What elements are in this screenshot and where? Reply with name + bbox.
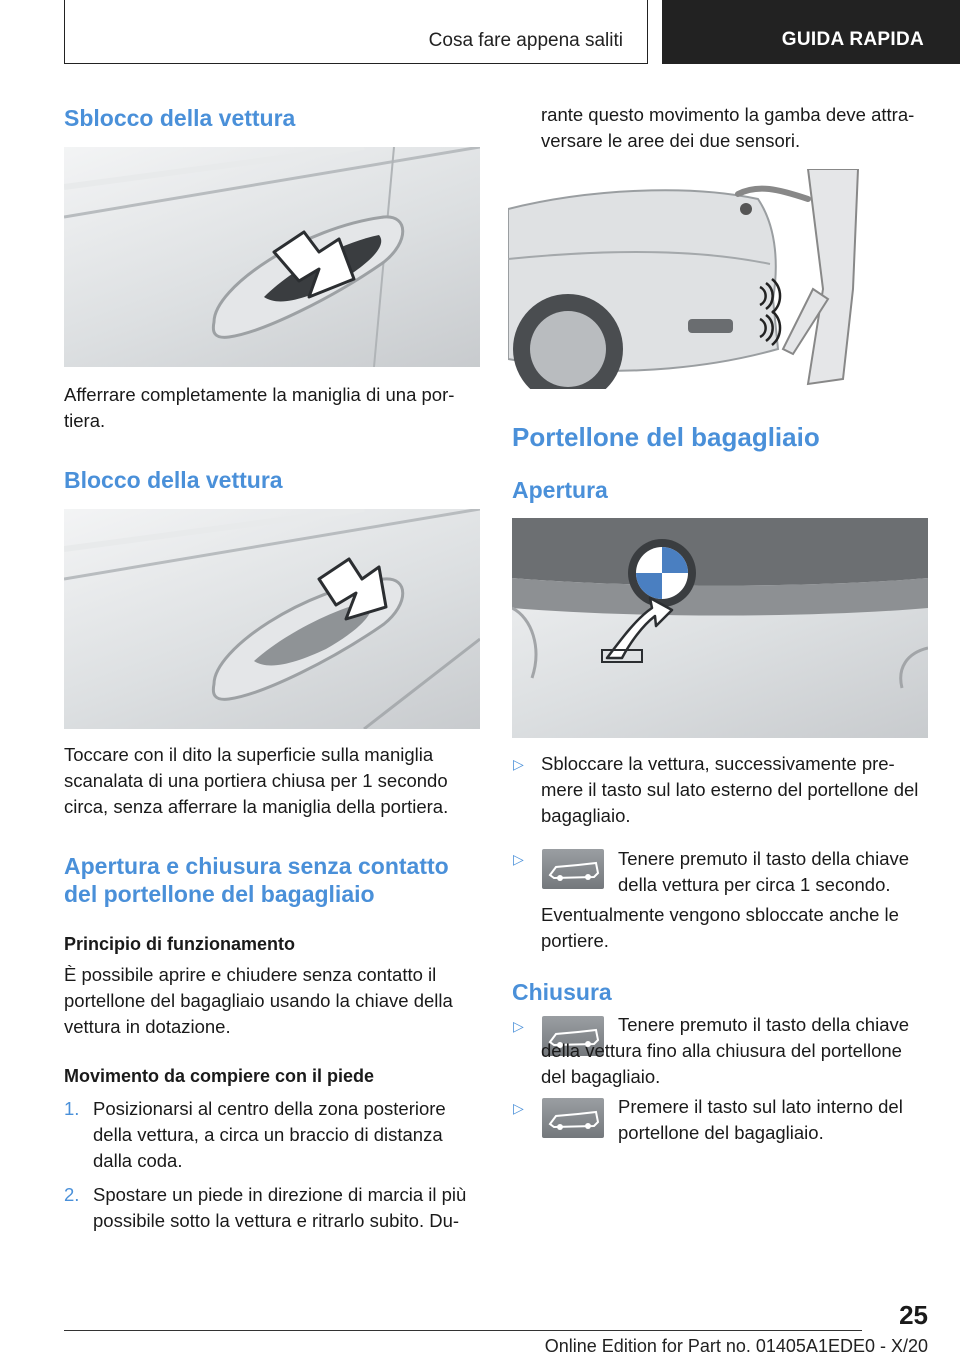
door-handle-lock-image bbox=[64, 509, 480, 729]
header-tab-label: GUIDA RAPIDA bbox=[781, 29, 924, 50]
heading-contatto: Apertura e chiusura senza contatto del portellone del bagagliaio bbox=[64, 853, 449, 907]
page-number: 25 bbox=[899, 1300, 928, 1330]
header-section-title: Cosa fare appena saliti bbox=[428, 30, 623, 51]
bullet-ap2: Tenere premuto il tasto della chiave della vettura per circa 1 secondo. bbox=[618, 848, 910, 895]
header-section-box bbox=[64, 0, 648, 64]
list-item bbox=[64, 1096, 480, 1174]
bullet-ap1: Sbloccare la vettura, successivamente pre-mere il tasto sul lato esterno del portellone del bagagliaio. bbox=[541, 753, 919, 826]
triangle-bullet-icon: ▷ bbox=[513, 1100, 524, 1116]
bullet-ch1: Tenere premuto il tasto della chiave della vettura fino alla chiusura del portellone del bagagliaio. bbox=[541, 1014, 910, 1087]
heading-chiusura: Chiusura bbox=[512, 979, 612, 1005]
step-number: 2. bbox=[64, 1184, 80, 1205]
heading-blocco: Blocco della vettura bbox=[64, 467, 283, 493]
paragraph-blocco: Toccare con il dito la superficie sulla maniglia scanalata di una portiera chiusa per 1 secondo circa, senza afferrare la maniglia della portiera. bbox=[64, 744, 449, 817]
tailgate-button-image bbox=[512, 518, 928, 738]
triangle-bullet-icon: ▷ bbox=[513, 756, 524, 772]
bullet-ch2: Premere il tasto sul lato interno del portellone del bagagliaio. bbox=[618, 1096, 903, 1143]
heading-portellone: Portellone del bagagliaio bbox=[512, 422, 820, 452]
paragraph-continuation: rante questo movimento la gamba deve attra-versare le aree dei due sensori. bbox=[541, 104, 915, 151]
paragraph-sblocco: Afferrare completamente la maniglia di una por-tiera. bbox=[64, 384, 455, 431]
triangle-bullet-icon: ▷ bbox=[513, 1018, 524, 1034]
car-tailgate-key-icon bbox=[542, 1098, 604, 1138]
door-handle-unlock-image bbox=[64, 147, 480, 367]
triangle-bullet-icon: ▷ bbox=[513, 851, 524, 867]
subheading-movimento: Movimento da compiere con il piede bbox=[64, 1066, 375, 1086]
header-tab bbox=[662, 0, 960, 64]
car-tailgate-key-icon bbox=[542, 849, 604, 889]
list-item bbox=[64, 1182, 480, 1234]
foot-gesture-image bbox=[508, 169, 863, 389]
step-number: 1. bbox=[64, 1098, 80, 1119]
step-text: Posizionarsi al centro della zona posteriore della vettura, a circa un braccio di distanza dalla coda. bbox=[93, 1098, 446, 1171]
footer-divider bbox=[64, 1330, 862, 1331]
step-text: Spostare un piede in direzione di marcia il più possibile sotto la vettura e ritrarlo subito. Du- bbox=[93, 1184, 467, 1231]
bullet-ap2-note: Eventualmente vengono sbloccate anche le portiere. bbox=[541, 904, 899, 951]
paragraph-principio: È possibile aprire e chiudere senza contatto il portellone del bagagliaio usando la chiave della vettura in dotazione. bbox=[64, 964, 453, 1037]
subheading-principio: Principio di funzionamento bbox=[64, 934, 295, 954]
steps-list bbox=[64, 1096, 480, 1234]
heading-sblocco: Sblocco della vettura bbox=[64, 105, 296, 131]
heading-apertura: Apertura bbox=[512, 477, 608, 503]
footer-edition: Online Edition for Part no. 01405A1EDE0 - X/20 bbox=[544, 1336, 928, 1356]
